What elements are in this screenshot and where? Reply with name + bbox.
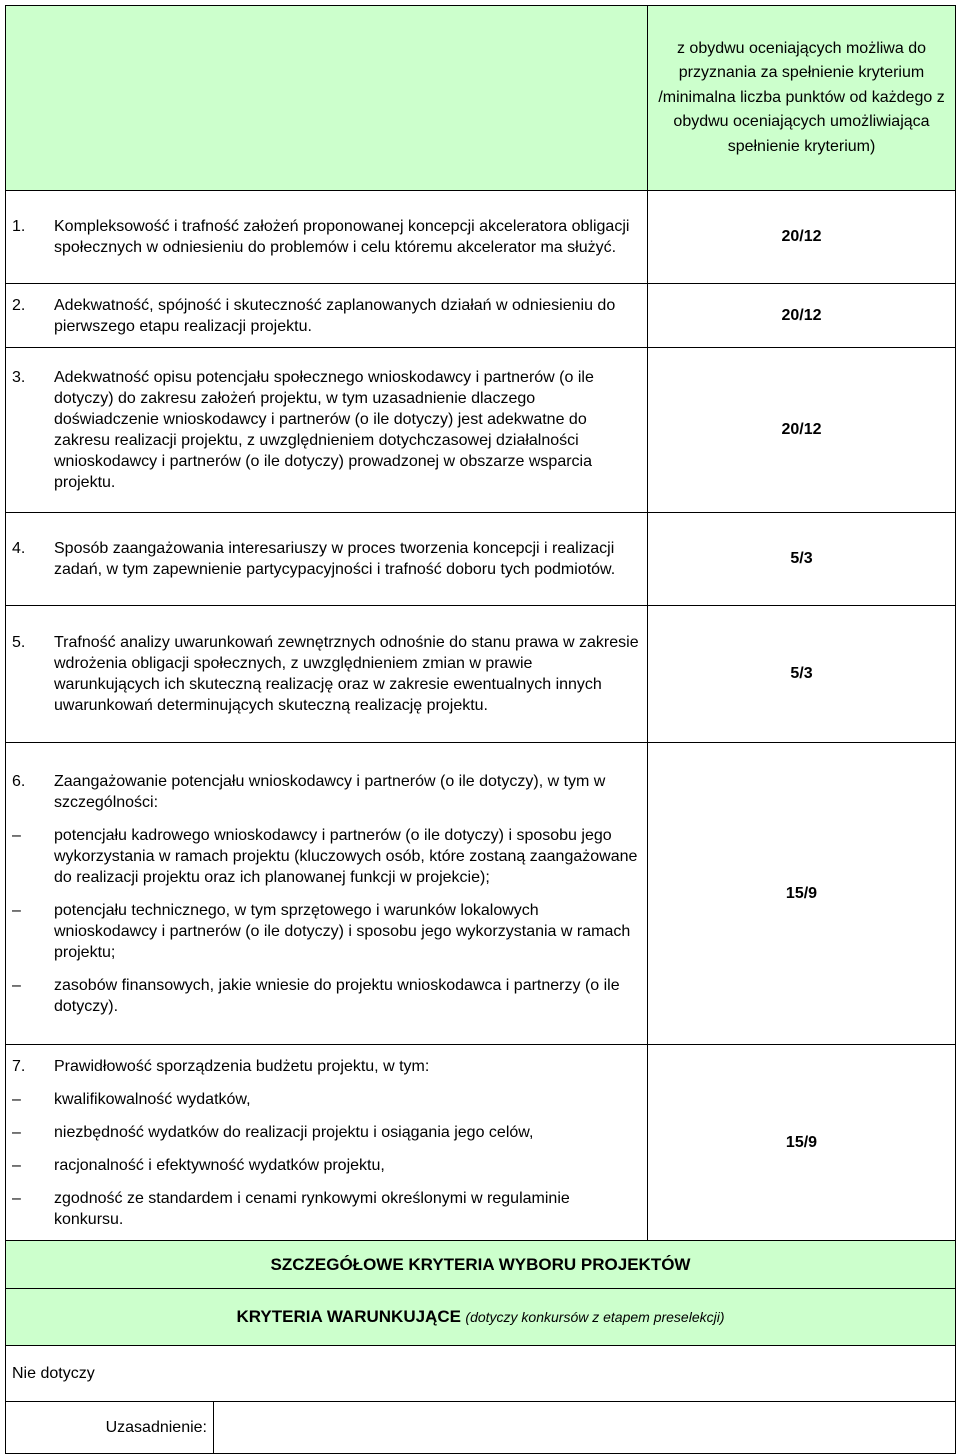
criterion-subitem: [12, 1188, 641, 1230]
not-applicable-label: Nie dotyczy: [12, 1364, 95, 1382]
dash-bullet: –: [12, 901, 21, 919]
not-applicable-row: [6, 1346, 956, 1402]
justification-label-cell: [6, 1402, 214, 1454]
criterion-row-1: [6, 191, 956, 284]
section-subtitle-italic: (dotyczy konkursów z etapem preselekcji): [465, 1309, 725, 1325]
dash-bullet: –: [12, 1189, 21, 1207]
subitem-text: zasobów finansowych, jakie wniesie do projektu wnioskodawca i partnerzy (o ile dotyczy).: [54, 976, 620, 1015]
justification-row: [6, 1402, 956, 1454]
subitem-text: potencjału kadrowego wnioskodawcy i partnerów (o ile dotyczy) i sposobu jego wykorzystania w ramach projektu (kluczowych osób, które zostaną zaangażowane do realizacji projektu oraz ich planowanej funkcji w projekcie);: [54, 826, 638, 886]
criterion-text: Prawidłowość sporządzenia budżetu projektu, w tym:: [54, 1057, 430, 1075]
subitem-text: potencjału technicznego, w tym sprzętowego i warunków lokalowych wnioskodawcy i partnerów (o ile dotyczy) i sposobu jego wykorzystania w ramach projektu;: [54, 901, 631, 961]
dash-bullet: –: [12, 1090, 21, 1108]
points-note-cell: [648, 6, 956, 191]
subitem-text: niezbędność wydatków do realizacji projektu i osiągania jego celów,: [54, 1123, 534, 1141]
criterion-subitem: [12, 1122, 641, 1143]
subitem-text: zgodność ze standardem i cenami rynkowymi określonymi w regulaminie konkursu.: [54, 1189, 570, 1228]
criterion-cell-5: [6, 606, 648, 743]
criterion-number: 7.: [12, 1057, 26, 1075]
criterion-number: 4.: [12, 540, 26, 557]
criterion-cell-4: [6, 513, 648, 606]
criterion-row-4: [6, 513, 956, 606]
criterion-number: 3.: [12, 369, 26, 386]
criterion-number: 6.: [12, 772, 26, 790]
criterion-text: Zaangażowanie potencjału wnioskodawcy i partnerów (o ile dotyczy), w tym w szczególności:: [54, 772, 606, 811]
criterion-subitem: [12, 975, 641, 1017]
criterion-row-2: [6, 284, 956, 348]
section-title-row: [6, 1241, 956, 1289]
section-subtitle-row: [6, 1289, 956, 1346]
criterion-number: 1.: [12, 218, 26, 235]
criterion-points-5: 5/3: [648, 606, 956, 743]
points-note-text: z obydwu oceniających możliwa do przyznania za spełnienie kryterium /minimalna liczba punktów od każdego z obydwu oceniających umożliwiająca spełnienie kryterium): [658, 39, 945, 155]
criterion-number: 2.: [12, 296, 26, 314]
criterion-points-7: 15/9: [648, 1045, 956, 1241]
criterion-cell-3: [6, 348, 648, 513]
criterion-points-2: 20/12: [648, 284, 956, 348]
criteria-table: [5, 5, 956, 1454]
justification-label: Uzasadnienie:: [105, 1418, 207, 1436]
subitem-text: kwalifikowalność wydatków,: [54, 1090, 251, 1108]
criterion-subitem: [12, 825, 641, 888]
criterion-text: Adekwatność opisu potencjału społecznego wnioskodawcy i partnerów (o ile dotyczy) do zakresu założeń projektu, w tym uzasadnienie dlaczego doświadczenie wnioskodawcy i partnerów (o ile dotyczy) jest adekwatne do zakresu realizacji projektu, z uwzględnieniem dotychczasowej działalności wnioskodawcy i partnerów (o ile dotyczy) prowadzonej w obszarze wsparcia projektu.: [54, 369, 594, 491]
criterion-row-6: [6, 743, 956, 1045]
section-subtitle-bold: KRYTERIA WARUNKUJĄCE: [236, 1307, 461, 1326]
criterion-number: 5.: [12, 634, 26, 651]
criterion-row-5: [6, 606, 956, 743]
criterion-text: Sposób zaangażowania interesariuszy w proces tworzenia koncepcji i realizacji zadań, w tym zapewnienie partycypacyjności i trafność doboru tych podmiotów.: [54, 540, 616, 578]
dash-bullet: –: [12, 976, 21, 994]
dash-bullet: –: [12, 1123, 21, 1141]
criterion-cell-1: [6, 191, 648, 284]
criterion-row-3: [6, 348, 956, 513]
criterion-subitem: [12, 900, 641, 963]
criterion-text: Trafność analizy uwarunkowań zewnętrznych odnośnie do stanu prawa w zakresie wdrożenia obligacji społecznych, z uwzględnieniem zmian w prawie warunkujących ich skuteczną realizację oraz w zakresie ewentualnych innych uwarunkowań determinujących skuteczną realizację projektu.: [54, 634, 639, 714]
dash-bullet: –: [12, 826, 21, 844]
header-blank-cell: [6, 6, 648, 191]
criterion-points-4: 5/3: [648, 513, 956, 606]
not-applicable-cell: [6, 1346, 956, 1402]
criterion-cell-7: [6, 1045, 648, 1241]
criterion-cell-2: [6, 284, 648, 348]
header-row: [6, 6, 956, 191]
criterion-points-1: 20/12: [648, 191, 956, 284]
criterion-text: Kompleksowość i trafność założeń proponowanej koncepcji akceleratora obligacji społecznych w odniesieniu do problemów i celu któremu akcelerator ma służyć.: [54, 218, 630, 256]
criterion-text: Adekwatność, spójność i skuteczność zaplanowanych działań w odniesieniu do pierwszego etapu realizacji projektu.: [54, 296, 616, 335]
subitem-text: racjonalność i efektywność wydatków projektu,: [54, 1156, 385, 1174]
criterion-subitem: [12, 1089, 641, 1110]
criterion-cell-6: [6, 743, 648, 1045]
justification-input-cell[interactable]: [214, 1402, 956, 1454]
dash-bullet: –: [12, 1156, 21, 1174]
section-title: SZCZEGÓŁOWE KRYTERIA WYBORU PROJEKTÓW: [6, 1241, 956, 1289]
criterion-row-7: [6, 1045, 956, 1241]
criterion-points-3: 20/12: [648, 348, 956, 513]
criterion-points-6: 15/9: [648, 743, 956, 1045]
section-subtitle: [6, 1289, 956, 1346]
criterion-subitem: [12, 1155, 641, 1176]
